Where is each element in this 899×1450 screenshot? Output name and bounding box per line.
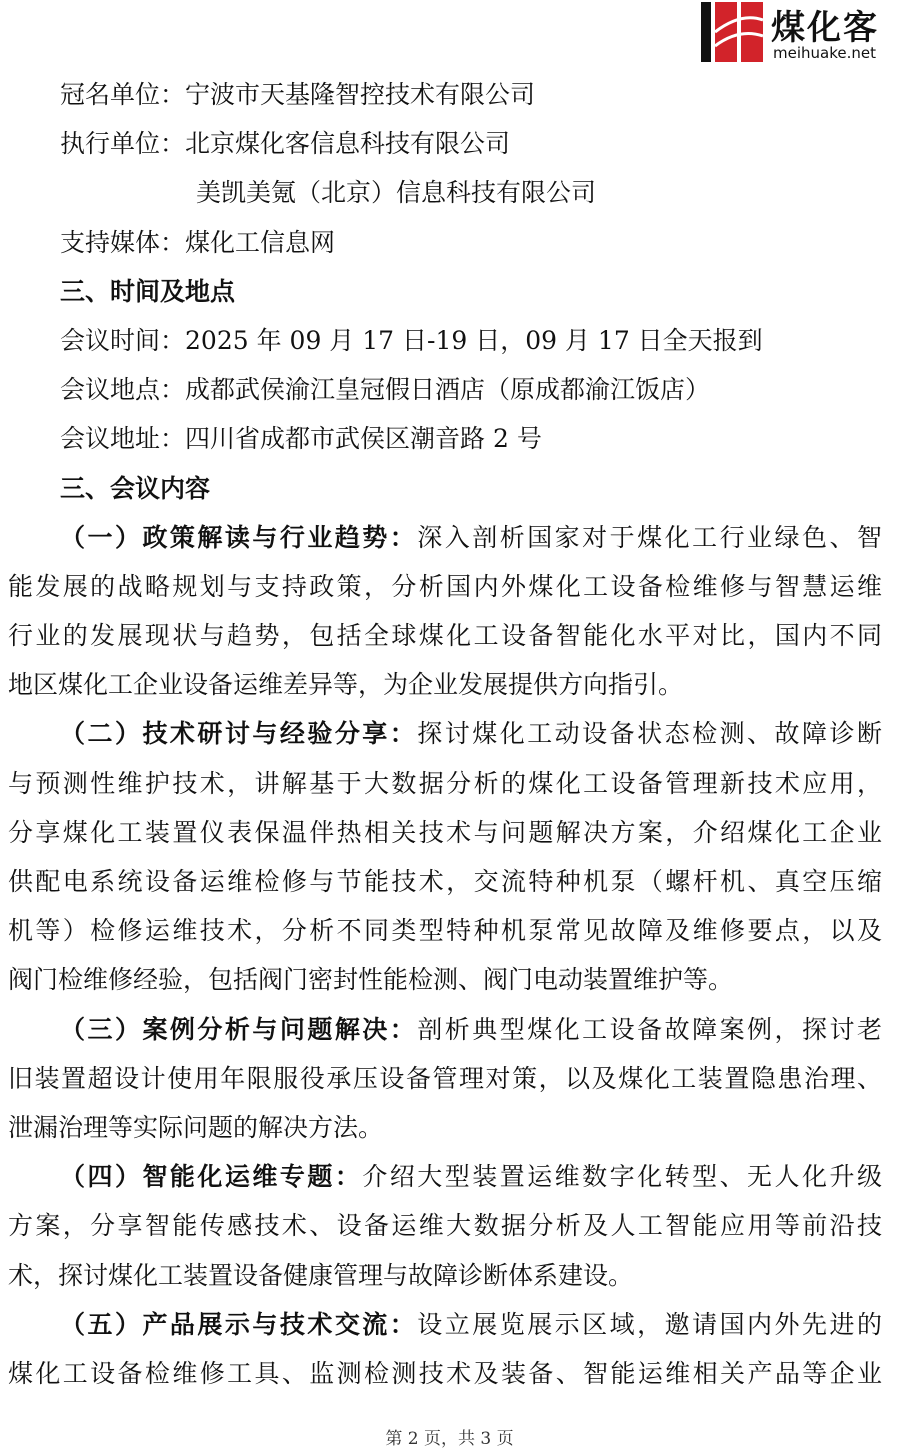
paragraph-line: [8, 513, 882, 562]
meeting-address-row: [8, 414, 882, 463]
info-label: 冠名单位：: [60, 80, 186, 109]
paragraph-line: 地区煤化工企业设备运维差异等，为企业发展提供方向指引。: [8, 670, 684, 700]
page-footer: 第 2 页，共 3 页: [385, 1429, 514, 1449]
paragraph-line: 煤化工设备检维修工具、监测检测技术及装备、智能运维相关产品等企业: [8, 1358, 882, 1388]
row-label: 会议地点：: [60, 375, 186, 405]
meihuake-logo: [701, 0, 881, 64]
paragraph-line: 泄漏治理等实际问题的解决方法。: [8, 1112, 384, 1142]
item-text: 介绍大型装置运维数字化转型、无人化升级: [362, 1162, 882, 1192]
item-title: （二）技术研讨与经验分享：: [60, 719, 418, 749]
meihuake-logo-icon: [701, 2, 763, 62]
paragraph-line: [8, 709, 882, 758]
info-row-sponsor: [8, 70, 882, 119]
paragraph-line: [8, 1005, 882, 1054]
paragraph-line: 机等）检修运维技术，分析不同类型特种机泵常见故障及维修要点，以及: [8, 916, 882, 946]
document-body: [8, 70, 882, 1398]
info-row-executor: [8, 119, 882, 168]
paragraph-line: 旧装置超设计使用年限服役承压设备管理对策，以及煤化工装置隐患治理、: [8, 1063, 882, 1093]
paragraph-line: [8, 1152, 882, 1201]
section-heading-content: 三、会议内容: [60, 473, 211, 503]
paragraph-line: [8, 1300, 882, 1349]
info-label: 支持媒体：: [60, 227, 186, 257]
info-row-media: [8, 218, 882, 267]
item-text: 设立展览展示区域，邀请国内外先进的: [417, 1309, 882, 1339]
item-title: （四）智能化运维专题：: [60, 1162, 363, 1192]
item-text: 探讨煤化工动设备状态检测、故障诊断: [417, 719, 882, 749]
item-text: 深入剖析国家对于煤化工行业绿色、智: [417, 522, 882, 552]
paragraph-line: 分享煤化工装置仪表保温伴热相关技术与问题解决方案，介绍煤化工企业: [8, 817, 882, 847]
meeting-time-row: [8, 316, 882, 365]
info-value: 宁波市天基隆智控技术有限公司: [185, 80, 536, 109]
info-value: 煤化工信息网: [185, 227, 336, 257]
item-text: 剖析典型煤化工设备故障案例，探讨老: [417, 1014, 882, 1044]
logo-url: meihuake.net: [773, 44, 876, 62]
logo-text: 煤化客: [771, 8, 879, 48]
row-value: 成都武侯渝江皇冠假日酒店（原成都渝江饭店）: [185, 375, 711, 405]
meeting-venue-row: [8, 365, 882, 414]
item-title: （三）案例分析与问题解决：: [60, 1014, 418, 1044]
info-value: 北京煤化客信息科技有限公司: [185, 129, 511, 159]
paragraph-line: 术，探讨煤化工装置设备健康管理与故障诊断体系建设。: [8, 1260, 634, 1290]
item-title: （五）产品展示与技术交流：: [60, 1309, 418, 1339]
info-value: 美凯美氪（北京）信息科技有限公司: [196, 178, 597, 208]
paragraph-line: 方案，分享智能传感技术、设备运维大数据分析及人工智能应用等前沿技: [8, 1211, 882, 1241]
paragraph-line: 供配电系统设备运维检修与节能技术，交流特种机泵（螺杆机、真空压缩: [8, 867, 882, 896]
row-value: 四川省成都市武侯区潮音路 2 号: [185, 424, 542, 454]
item-title: （一）政策解读与行业趋势：: [60, 522, 418, 552]
paragraph-line: 行业的发展现状与趋势，包括全球煤化工设备智能化水平对比，国内不同: [8, 621, 882, 651]
row-label: 会议地址：: [60, 424, 186, 454]
paragraph-line: 能发展的战略规划与支持政策，分析国内外煤化工设备检维修与智慧运维: [8, 571, 882, 601]
section-heading-time: 三、时间及地点: [60, 276, 236, 306]
row-value: 2025 年 09 月 17 日-19 日，09 月 17 日全天报到: [185, 325, 763, 355]
paragraph-line: 阀门检维修经验，包括阀门密封性能检测、阀门电动装置维护等。: [8, 965, 734, 995]
info-label: 执行单位：: [60, 129, 186, 159]
paragraph-line: 与预测性维护技术，讲解基于大数据分析的煤化工设备管理新技术应用，: [8, 768, 882, 798]
info-row-executor-2: [8, 168, 882, 217]
row-label: 会议时间：: [60, 325, 186, 355]
